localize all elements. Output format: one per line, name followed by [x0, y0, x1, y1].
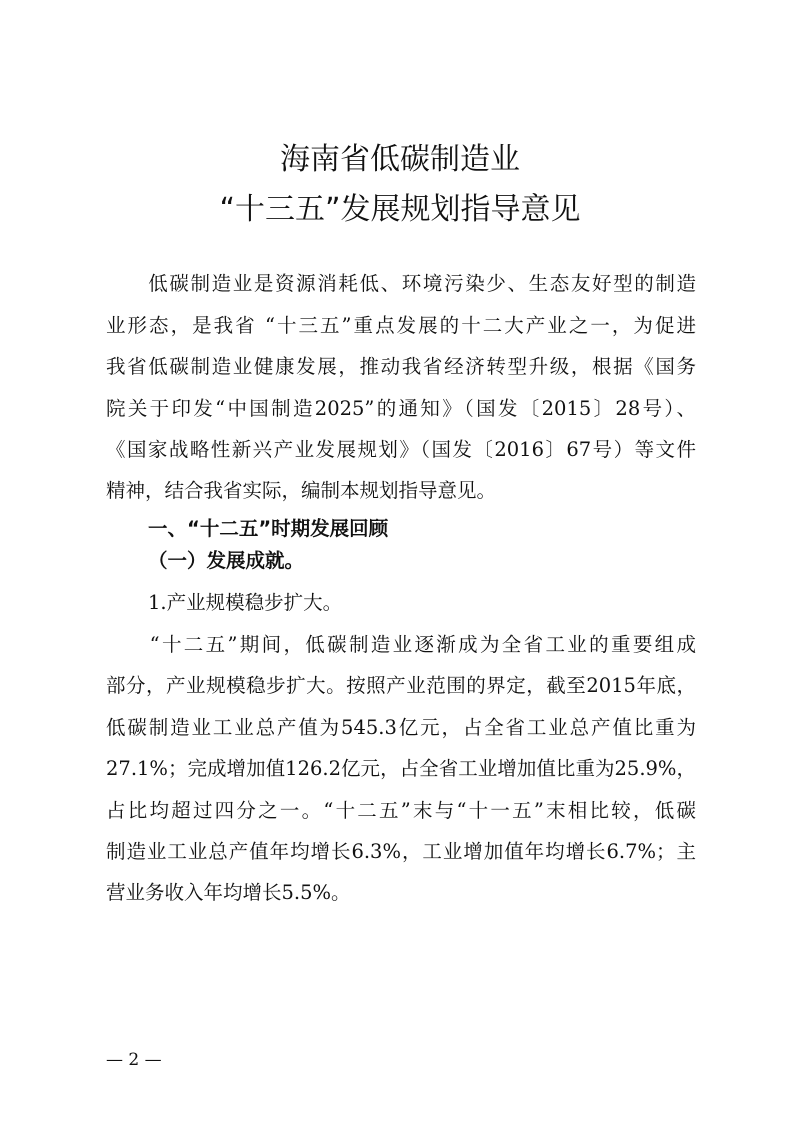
paragraph-line: 占比均超过四分之一。“十二五”末与“十一五”末相比较，低碳: [106, 799, 696, 822]
paragraph-line: 部分，产业规模稳步扩大。按照产业范围的界定，截至2015年底，: [106, 674, 696, 697]
paragraph-line: 院关于印发“中国制造2025”的通知》（国发〔2015〕28号）、: [106, 397, 696, 420]
document-title-line-1: 海南省低碳制造业: [280, 142, 520, 177]
page-number: — 2 —: [106, 1050, 162, 1070]
section-heading: 一、“十二五”时期发展回顾: [148, 517, 389, 540]
paragraph-line: 低碳制造业是资源消耗低、环境污染少、生态友好型的制造: [106, 272, 696, 295]
subsection-heading: （一）发展成就。: [148, 549, 305, 572]
paragraph-line: 我省低碳制造业健康发展，推动我省经济转型升级，根据《国务: [106, 355, 696, 378]
paragraph-line: 精神，结合我省实际，编制本规划指导意见。: [106, 479, 497, 502]
paragraph-line: 营业务收入年均增长5.5%。: [106, 881, 351, 904]
document-title-line-2: “十三五”发展规划指导意见: [219, 192, 581, 227]
paragraph-line: 27.1%；完成增加值126.2亿元，占全省工业增加值比重为25.9%，: [106, 757, 696, 780]
paragraph-line: 业形态，是我省 “十三五”重点发展的十二大产业之一，为促进: [106, 314, 696, 337]
paragraph-line: 制造业工业总产值年均增长6.3%，工业增加值年均增长6.7%；主: [106, 840, 696, 863]
paragraph-line: 《国家战略性新兴产业发展规划》（国发〔2016〕67号）等文件: [106, 438, 696, 461]
item-heading: 1.产业规模稳步扩大。: [148, 591, 343, 614]
paragraph-line: 低碳制造业工业总产值为545.3亿元，占全省工业总产值比重为: [106, 716, 696, 739]
paragraph-line: “十二五”期间，低碳制造业逐渐成为全省工业的重要组成: [106, 633, 696, 656]
